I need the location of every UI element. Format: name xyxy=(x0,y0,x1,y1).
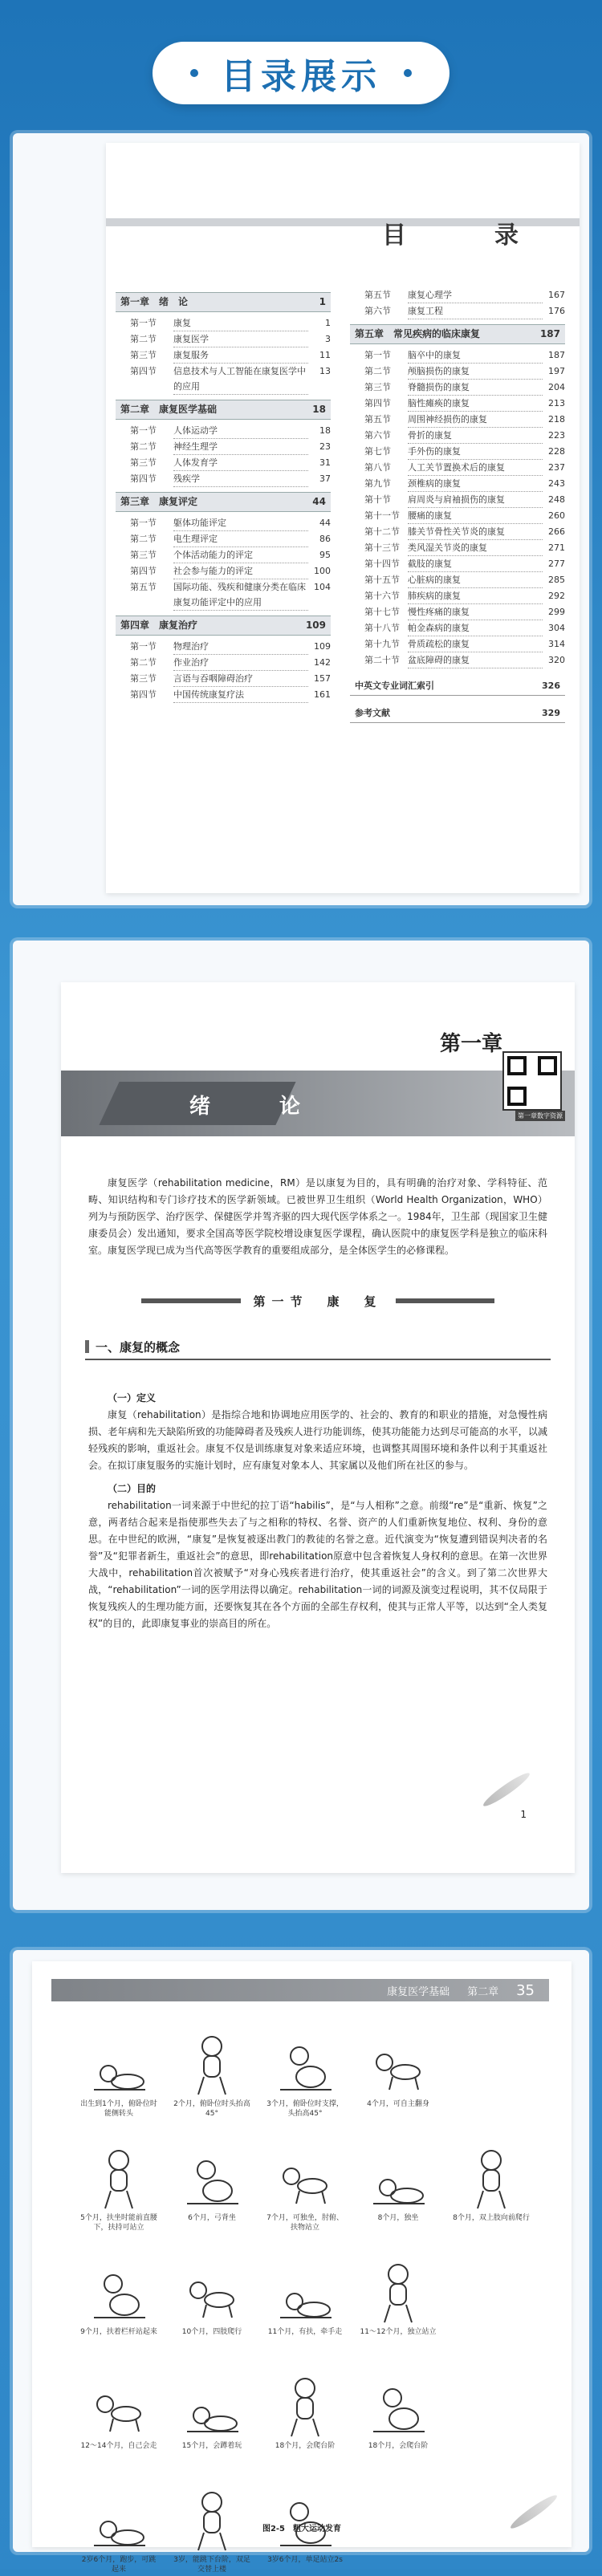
toc-entry[interactable] xyxy=(116,439,331,455)
toc-entry[interactable] xyxy=(350,364,565,380)
milestone-caption: 8个月，独坐 xyxy=(377,2214,419,2222)
toc-page-number: 11 xyxy=(319,350,331,360)
toc-section-number: 第三节 xyxy=(130,550,157,560)
toc-page-number: 37 xyxy=(319,473,331,484)
milestone-caption: 8个月，双上肢向前爬行 xyxy=(453,2214,530,2222)
milestone-caption: 18个月，会爬台阶 xyxy=(368,2442,429,2450)
toc-section-number: 第二节 xyxy=(130,334,157,344)
toc-entry[interactable] xyxy=(350,604,565,620)
baby-figure-icon xyxy=(368,2146,428,2213)
running-head: 康复医学基础 xyxy=(387,1985,450,1998)
toc-page xyxy=(106,143,580,893)
toc-page-number: 304 xyxy=(548,623,565,633)
toc-page-number: 248 xyxy=(548,494,565,505)
toc-section-name: 人体运动学 xyxy=(173,423,308,439)
toc-section-name: 类风湿关节炎的康复 xyxy=(408,540,543,556)
toc-entry[interactable] xyxy=(350,652,565,668)
toc-section-number: 第三节 xyxy=(364,382,391,392)
milestone-grid xyxy=(72,2017,538,2576)
toc-page-number: 23 xyxy=(319,441,331,452)
toc-page-number: 95 xyxy=(319,550,331,560)
toc-entry[interactable] xyxy=(350,572,565,588)
toc-section-name: 人工关节置换术后的康复 xyxy=(408,460,543,476)
toc-section-number: 第七节 xyxy=(364,446,391,457)
baby-figure-icon xyxy=(89,2374,148,2441)
header-banner xyxy=(153,42,449,104)
section-heading xyxy=(141,1292,494,1310)
toc-page-number: 223 xyxy=(548,430,565,441)
baby-figure-icon xyxy=(89,2032,148,2099)
toc-page-number: 277 xyxy=(548,559,565,569)
toc-section-name: 肩周炎与肩袖损伤的康复 xyxy=(408,492,543,508)
toc-section-name: 康复服务 xyxy=(173,347,308,364)
toc-entry[interactable] xyxy=(350,588,565,604)
milestone-cell xyxy=(258,2017,352,2120)
toc-page-number: 314 xyxy=(548,639,565,649)
toc-chapter-title: 第四章 康复治疗 xyxy=(120,620,198,631)
baby-figure-icon xyxy=(368,2374,428,2441)
toc-title: 目 录 xyxy=(382,221,551,250)
milestone-caption: 3岁6个月，单足站立2s xyxy=(267,2556,343,2564)
milestone-caption: 5个月，扶坐时能前直腰下，扶持可站立 xyxy=(80,2214,157,2232)
toc-section-number: 第十三节 xyxy=(364,542,400,553)
toc-section-name: 脑性瘫痪的康复 xyxy=(408,396,543,412)
toc-section-name: 腰痛的康复 xyxy=(408,508,543,524)
milestone-cell xyxy=(258,2131,352,2234)
milestone-caption xyxy=(360,2555,437,2576)
toc-section-name: 盆底障碍的康复 xyxy=(408,652,543,668)
chapter-title: 绪 论 xyxy=(189,1095,325,1119)
page-title: 目录展示 xyxy=(221,56,381,97)
toc-section-number: 第六节 xyxy=(364,306,391,316)
toc-page-number: 44 xyxy=(319,518,331,528)
toc-section-name: 骨折的康复 xyxy=(408,428,543,444)
toc-section-number: 第十四节 xyxy=(364,559,400,569)
toc-page-number: 167 xyxy=(548,290,565,300)
toc-entry[interactable] xyxy=(350,347,565,364)
toc-section-name: 信息技术与人工智能在康复医学中的应用 xyxy=(173,364,308,395)
toc-section-number: 第五节 xyxy=(130,582,157,592)
toc-entry[interactable] xyxy=(116,455,331,471)
toc-section-number: 第二节 xyxy=(130,657,157,668)
qr-code-icon[interactable] xyxy=(502,1051,562,1111)
toc-page-number: 86 xyxy=(319,534,331,544)
toc-entry[interactable] xyxy=(350,460,565,476)
toc-index[interactable] xyxy=(350,677,565,696)
toc-page-number: 204 xyxy=(548,382,565,392)
baby-figure-icon xyxy=(368,2260,428,2327)
toc-section-number: 第一节 xyxy=(364,350,391,360)
baby-figure-icon xyxy=(182,2032,242,2099)
toc-section-number: 第十一节 xyxy=(364,510,400,521)
toc-section-name: 膝关节骨性关节炎的康复 xyxy=(408,524,543,540)
toc-section-number: 第四节 xyxy=(130,566,157,576)
milestone-cell xyxy=(72,2131,165,2234)
toc-page-number: 176 xyxy=(548,306,565,316)
chapter-banner xyxy=(61,1071,575,1136)
milestone-cell xyxy=(445,2359,538,2462)
toc-section-name: 残疾学 xyxy=(173,471,308,487)
toc-entry[interactable] xyxy=(350,287,565,303)
milestone-caption: 9个月，扶着栏杆站起来 xyxy=(80,2328,157,2336)
subsection-heading: 一、康复的概念 xyxy=(85,1339,551,1360)
toc-entry[interactable] xyxy=(350,428,565,444)
toc-entry[interactable] xyxy=(350,556,565,572)
toc-entry[interactable] xyxy=(116,531,331,547)
toc-page-number: 142 xyxy=(314,657,331,668)
toc-section-name: 帕金森病的康复 xyxy=(408,620,543,636)
toc-page-number: 31 xyxy=(319,457,331,468)
figure-page xyxy=(32,1961,571,2574)
toc-chapter[interactable] xyxy=(350,324,565,344)
toc-section-number: 第四节 xyxy=(130,366,157,376)
toc-section-number: 第九节 xyxy=(364,478,391,489)
milestone-caption xyxy=(453,2441,530,2462)
toc-section-number: 第四节 xyxy=(364,398,391,408)
toc-chapter-title: 第二章 康复医学基础 xyxy=(120,404,218,415)
toc-section-name: 康复医学 xyxy=(173,331,308,347)
toc-section-number: 第一节 xyxy=(130,518,157,528)
milestone-cell xyxy=(352,2245,445,2348)
toc-section-number: 第十五节 xyxy=(364,575,400,585)
toc-page-number: 161 xyxy=(314,689,331,700)
toc-section-name: 社会参与能力的评定 xyxy=(173,563,308,579)
toc-chapter-page: 109 xyxy=(305,620,326,631)
toc-page-number: 237 xyxy=(548,462,565,473)
toc-panel xyxy=(13,133,589,905)
toc-chapter[interactable] xyxy=(116,616,331,636)
definition-block xyxy=(88,1383,547,1632)
toc-left-column xyxy=(116,287,331,703)
toc-section-number: 第二节 xyxy=(130,534,157,544)
milestone-cell xyxy=(72,2245,165,2348)
toc-section-name: 言语与吞咽障碍治疗 xyxy=(173,671,308,687)
toc-page-number: 218 xyxy=(548,414,565,425)
toc-entry[interactable] xyxy=(116,547,331,563)
toc-section-name: 慢性疼痛的康复 xyxy=(408,604,543,620)
toc-section-name: 神经生理学 xyxy=(173,439,308,455)
running-header xyxy=(51,1979,549,2001)
baby-figure-icon xyxy=(89,2146,148,2213)
milestone-caption: 11个月，有扶，牵手走 xyxy=(267,2328,343,2336)
toc-page-number: 292 xyxy=(548,591,565,601)
milestone-caption xyxy=(453,2099,530,2120)
toc-index-label: 中英文专业词汇索引 xyxy=(355,681,434,691)
toc-chapter-page: 44 xyxy=(312,496,326,507)
toc-section-number: 第二十节 xyxy=(364,655,400,665)
toc-entry[interactable] xyxy=(350,492,565,508)
toc-page-number: 285 xyxy=(548,575,565,585)
toc-section-name: 颅脑损伤的康复 xyxy=(408,364,543,380)
milestone-caption: 2岁6个月，跑步，可跳起来 xyxy=(81,2556,157,2574)
toc-chapter-title: 第一章 绪 论 xyxy=(120,296,189,307)
milestone-cell xyxy=(258,2245,352,2348)
toc-section-name: 心脏病的康复 xyxy=(408,572,543,588)
toc-section-name: 周围神经损伤的康复 xyxy=(408,412,543,428)
toc-section-name: 脊髓损伤的康复 xyxy=(408,380,543,396)
toc-section-name: 手外伤的康复 xyxy=(408,444,543,460)
toc-section-name: 康复心理学 xyxy=(408,287,543,303)
baby-figure-icon xyxy=(275,2032,335,2099)
intro-paragraph: 康复医学（rehabilitation medicine，RM）是以康复为目的，具有明确的治疗对象、学科特征、范畴、知识结构和专门诊疗技术的医学新领域。已被世界卫生组织（World Health Organization，WHO）列为与预防医学、治疗医学、保健医学并驾齐驱的四大现代医学体系之一。1984年，卫生部（现国家卫生健康委员会）发出通知，要求全国高等医学院校增设康复医学课程，确认医院中的康复医学科是独立的临床科室。康复医学现已成为当代高等医学教育的重要组成部分，是全体医学生的必修课程。 xyxy=(88,1177,547,1256)
toc-entry[interactable] xyxy=(350,636,565,652)
toc-entry[interactable] xyxy=(116,423,331,439)
toc-page-number: 197 xyxy=(548,366,565,376)
baby-figure-icon xyxy=(368,2032,428,2099)
toc-page-number: 260 xyxy=(548,510,565,521)
toc-page-number: 187 xyxy=(548,350,565,360)
toc-section-name: 国际功能、残疾和健康分类在临床康复功能评定中的应用 xyxy=(173,579,308,611)
toc-section-name: 中国传统康复疗法 xyxy=(173,687,308,703)
toc-section-name: 作业治疗 xyxy=(173,655,308,671)
feather-icon xyxy=(481,1769,532,1810)
toc-section-name: 康复工程 xyxy=(408,303,543,319)
toc-page-number: 104 xyxy=(314,582,331,592)
right-dot-icon xyxy=(404,69,412,77)
running-chapter: 第二章 xyxy=(467,1985,499,1998)
baby-figure-icon xyxy=(89,2260,148,2327)
toc-section-number: 第三节 xyxy=(130,350,157,360)
divider xyxy=(141,1298,241,1303)
figure-panel xyxy=(13,1950,589,2574)
toc-page-number: 3 xyxy=(325,334,331,344)
toc-section-number: 第五节 xyxy=(364,414,391,425)
toc-section-number: 第十七节 xyxy=(364,607,400,617)
baby-figure-icon xyxy=(182,2260,242,2327)
toc-section-number: 第一节 xyxy=(130,318,157,328)
toc-entry[interactable] xyxy=(116,347,331,364)
toc-section-number: 第一节 xyxy=(130,641,157,652)
toc-index-page: 326 xyxy=(542,681,560,691)
toc-section-name: 颈椎病的康复 xyxy=(408,476,543,492)
toc-chapter-page: 1 xyxy=(319,296,326,307)
toc-section-number: 第四节 xyxy=(130,689,157,700)
qr-caption: 第一章数字资源 xyxy=(515,1111,565,1121)
milestone-cell xyxy=(165,2245,258,2348)
milestone-caption: 15个月，会蹲着玩 xyxy=(181,2442,242,2450)
milestone-caption: 12～14个月，自己会走 xyxy=(80,2442,157,2450)
toc-section-number: 第六节 xyxy=(364,430,391,441)
baby-figure-icon xyxy=(182,2146,242,2213)
toc-entry[interactable] xyxy=(116,331,331,347)
toc-page-number: 271 xyxy=(548,542,565,553)
page-number: 35 xyxy=(516,1981,535,1999)
toc-entry[interactable] xyxy=(350,524,565,540)
toc-entry[interactable] xyxy=(350,396,565,412)
left-dot-icon xyxy=(190,69,198,77)
toc-section-name: 物理治疗 xyxy=(173,639,308,655)
toc-entry[interactable] xyxy=(116,655,331,671)
milestone-caption: 3岁，能跳下台阶，双足交替上楼 xyxy=(173,2556,250,2574)
chapter-label: 第一章 xyxy=(439,1032,502,1056)
toc-section-name: 电生理评定 xyxy=(173,531,308,547)
toc-chapter-page: 187 xyxy=(539,328,560,339)
milestone-cell xyxy=(258,2359,352,2462)
baby-figure-icon xyxy=(182,2374,242,2441)
toc-section-number: 第十八节 xyxy=(364,623,400,633)
definition-text: 康复（rehabilitation）是指综合地和协调地应用医学的、社会的、教育的和职业的措施，对急慢性病损、老年病和先天缺陷所致的功能障碍者及残疾人进行功能训练，使其功能能力达到尽可能高的水平，以减轻残疾的影响，重返社会。康复不仅是训练康复对象来适应环境，也调整其周围环境和条件以利于其重返社会。在拟订康复服务的实施计划时，应有康复对象本人、其家属以及他们所在社区的参与。 xyxy=(88,1409,547,1471)
toc-section-number: 第二节 xyxy=(364,366,391,376)
goal-text: rehabilitation一词来源于中世纪的拉丁语“habilis”，是“与人相称”之意。前缀“re”是“重新、恢复”之意，两者结合起来是指使那些失去了与之相称的特权、名誉、资产的人们重新恢复地位、权利、身份的意思。在中世纪的欧洲，“康复”是恢复被逐出教门的教徒的名誉之意。近代演变为“恢复遭到错误判决者的名誉”及“犯罪者新生，重返社会”的意思，即rehabilitation原意中包含着恢复人身权利的意思。在第一次世界大战中，rehabilitation首次被赋予“对身心残疾者进行治疗，使其重返社会”的含义。到了第二次世界大战，“rehabilitation”一词的医学用法得以确定。rehabilitation一词的词源及演变过程说明，其不仅局限于恢复残疾人的生理功能方面，还要恢复其在各个方面的全部生存权利，使其与正常人平等，以达到“全人类复权”的目的，此即康复事业的崇高目的所在。 xyxy=(88,1500,547,1629)
toc-section-name: 康复 xyxy=(173,315,308,331)
milestone-cell xyxy=(445,2017,538,2120)
toc-refs-page: 329 xyxy=(542,708,560,718)
toc-entry[interactable] xyxy=(350,380,565,396)
milestone-caption: 7个月，可独坐，肘俯、扶物站立 xyxy=(266,2214,344,2232)
baby-figure-icon xyxy=(275,2146,335,2213)
toc-chapter[interactable] xyxy=(116,292,331,312)
toc-entry[interactable] xyxy=(116,563,331,579)
chapter-panel xyxy=(13,941,589,1910)
definition-title: （一）定义 xyxy=(108,1392,157,1404)
toc-entry[interactable] xyxy=(350,444,565,460)
toc-entry[interactable] xyxy=(116,315,331,331)
baby-figure-icon xyxy=(275,2374,335,2441)
toc-entry[interactable] xyxy=(116,687,331,703)
toc-section-number: 第四节 xyxy=(130,473,157,484)
milestone-cell xyxy=(165,2359,258,2462)
baby-figure-icon xyxy=(275,2260,335,2327)
toc-page-number: 18 xyxy=(319,425,331,436)
toc-refs-label: 参考文献 xyxy=(355,708,390,718)
toc-entry[interactable] xyxy=(116,515,331,531)
toc-section-number: 第一节 xyxy=(130,425,157,436)
toc-page-number: 100 xyxy=(314,566,331,576)
toc-page-number: 228 xyxy=(548,446,565,457)
toc-page-number: 243 xyxy=(548,478,565,489)
milestone-caption: 18个月，会爬台阶 xyxy=(275,2442,336,2450)
toc-page-number: 1 xyxy=(325,318,331,328)
toc-right-column xyxy=(350,287,565,723)
toc-entry[interactable] xyxy=(350,508,565,524)
toc-section-number: 第十九节 xyxy=(364,639,400,649)
milestone-cell xyxy=(165,2131,258,2234)
milestone-caption xyxy=(453,2327,530,2348)
toc-section-name: 脑卒中的康复 xyxy=(408,347,543,364)
section-title: 第一节 康 复 xyxy=(253,1294,383,1309)
toc-entry[interactable] xyxy=(116,671,331,687)
toc-section-number: 第三节 xyxy=(130,673,157,684)
toc-entry[interactable] xyxy=(350,620,565,636)
milestone-cell xyxy=(445,2245,538,2348)
chapter-page xyxy=(61,982,575,1873)
toc-section-number: 第十节 xyxy=(364,494,391,505)
milestone-caption: 4个月，可自主翻身 xyxy=(367,2100,429,2108)
toc-section-number: 第八节 xyxy=(364,462,391,473)
toc-section-number: 第三节 xyxy=(130,457,157,468)
toc-entry[interactable] xyxy=(350,476,565,492)
milestone-cell xyxy=(352,2359,445,2462)
milestone-cell xyxy=(352,2131,445,2234)
toc-entry[interactable] xyxy=(116,471,331,487)
toc-section-number: 第五节 xyxy=(364,290,391,300)
toc-refs[interactable] xyxy=(350,704,565,723)
milestone-cell xyxy=(72,2359,165,2462)
toc-page-number: 320 xyxy=(548,655,565,665)
toc-page-number: 109 xyxy=(314,641,331,652)
toc-section-name: 截肢的康复 xyxy=(408,556,543,572)
toc-section-name: 人体发育学 xyxy=(173,455,308,471)
divider xyxy=(396,1298,495,1303)
figure-caption: 图2-5 粗大运动发育 xyxy=(262,2525,342,2533)
goal-title: （二）目的 xyxy=(108,1483,157,1494)
baby-figure-icon xyxy=(462,2146,521,2213)
toc-entry[interactable] xyxy=(116,364,331,395)
milestone-caption: 出生到1个月，俯卧位时能侧转头 xyxy=(80,2100,157,2118)
milestone-caption: 6个月，弓背坐 xyxy=(188,2214,236,2222)
toc-entry[interactable] xyxy=(350,303,565,319)
page-number: 1 xyxy=(520,1809,527,1820)
toc-section-number: 第十二节 xyxy=(364,526,400,537)
milestone-caption: 2个月，俯卧位时头抬高45° xyxy=(173,2100,250,2118)
toc-chapter-title: 第三章 康复评定 xyxy=(120,496,198,507)
toc-section-name: 个体活动能力的评定 xyxy=(173,547,308,563)
toc-page-number: 299 xyxy=(548,607,565,617)
milestone-caption: 10个月，四肢爬行 xyxy=(181,2328,242,2336)
toc-chapter-page: 18 xyxy=(312,404,326,415)
milestone-caption: 3个月，俯卧位时支撑，头抬高45° xyxy=(266,2100,344,2118)
toc-entry[interactable] xyxy=(116,639,331,655)
milestone-cell xyxy=(445,2131,538,2234)
toc-section-name: 躯体功能评定 xyxy=(173,515,308,531)
milestone-cell xyxy=(352,2017,445,2120)
toc-chapter-title: 第五章 常见疾病的临床康复 xyxy=(355,328,481,339)
milestone-caption: 11～12个月，独立站立 xyxy=(360,2328,437,2336)
toc-page-number: 13 xyxy=(319,366,331,376)
toc-section-number: 第二节 xyxy=(130,441,157,452)
toc-chapter[interactable] xyxy=(116,400,331,420)
toc-entry[interactable] xyxy=(116,579,331,611)
toc-section-name: 肺疾病的康复 xyxy=(408,588,543,604)
toc-entry[interactable] xyxy=(350,540,565,556)
toc-page-number: 213 xyxy=(548,398,565,408)
toc-chapter[interactable] xyxy=(116,492,331,512)
milestone-cell xyxy=(165,2017,258,2120)
toc-page-number: 157 xyxy=(314,673,331,684)
toc-section-number: 第十六节 xyxy=(364,591,400,601)
toc-entry[interactable] xyxy=(350,412,565,428)
toc-page-number: 266 xyxy=(548,526,565,537)
toc-section-name: 骨质疏松的康复 xyxy=(408,636,543,652)
milestone-cell xyxy=(72,2017,165,2120)
